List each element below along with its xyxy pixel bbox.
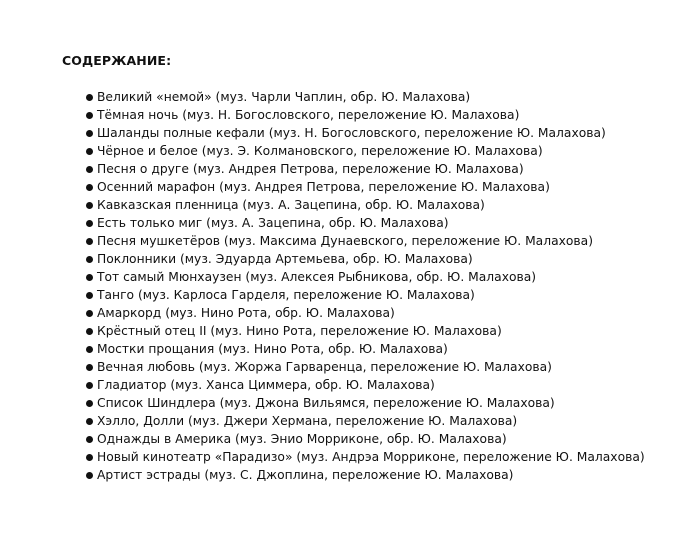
contents-item xyxy=(86,286,645,304)
contents-item-text: Шаланды полные кефали (муз. Н. Богословского, переложение Ю. Малахова) xyxy=(97,126,606,140)
bullet-icon xyxy=(86,454,93,461)
contents-item-text: Тёмная ночь (муз. Н. Богословского, переложение Ю. Малахова) xyxy=(97,108,520,122)
bullet-icon xyxy=(86,112,93,119)
contents-heading: СОДЕРЖАНИЕ: xyxy=(62,53,172,68)
bullet-icon xyxy=(86,436,93,443)
bullet-icon xyxy=(86,472,93,479)
bullet-icon xyxy=(86,310,93,317)
contents-item xyxy=(86,160,645,178)
contents-item-text: Поклонники (муз. Эдуарда Артемьева, обр. Ю. Малахова) xyxy=(97,252,473,266)
bullet-icon xyxy=(86,274,93,281)
bullet-icon xyxy=(86,166,93,173)
contents-item-text: Амаркорд (муз. Нино Рота, обр. Ю. Малахова) xyxy=(97,306,395,320)
bullet-icon xyxy=(86,202,93,209)
contents-item-text: Хэлло, Долли (муз. Джери Хермана, переложение Ю. Малахова) xyxy=(97,414,518,428)
bullet-icon xyxy=(86,328,93,335)
bullet-icon xyxy=(86,238,93,245)
contents-item-text: Крёстный отец II (муз. Нино Рота, переложение Ю. Малахова) xyxy=(97,324,502,338)
bullet-icon xyxy=(86,256,93,263)
bullet-icon xyxy=(86,220,93,227)
contents-item xyxy=(86,196,645,214)
bullet-icon xyxy=(86,346,93,353)
contents-item xyxy=(86,394,645,412)
contents-item xyxy=(86,322,645,340)
bullet-icon xyxy=(86,130,93,137)
contents-item-text: Кавказская пленница (муз. А. Зацепина, обр. Ю. Малахова) xyxy=(97,198,485,212)
contents-item xyxy=(86,232,645,250)
contents-item-text: Гладиатор (муз. Ханса Циммера, обр. Ю. Малахова) xyxy=(97,378,435,392)
contents-item-text: Артист эстрады (муз. С. Джоплина, переложение Ю. Малахова) xyxy=(97,468,514,482)
contents-item xyxy=(86,142,645,160)
contents-item-text: Осенний марафон (муз. Андрея Петрова, переложение Ю. Малахова) xyxy=(97,180,550,194)
contents-item xyxy=(86,466,645,484)
contents-item xyxy=(86,430,645,448)
contents-item xyxy=(86,268,645,286)
bullet-icon xyxy=(86,382,93,389)
contents-item xyxy=(86,448,645,466)
contents-item xyxy=(86,250,645,268)
contents-item-text: Список Шиндлера (муз. Джона Вильямся, переложение Ю. Малахова) xyxy=(97,396,555,410)
contents-item-text: Вечная любовь (муз. Жоржа Гарваренца, переложение Ю. Малахова) xyxy=(97,360,552,374)
contents-item xyxy=(86,304,645,322)
contents-item-text: Тот самый Мюнхаузен (муз. Алексея Рыбникова, обр. Ю. Малахова) xyxy=(97,270,537,284)
bullet-icon xyxy=(86,364,93,371)
contents-item-text: Чёрное и белое (муз. Э. Колмановского, переложение Ю. Малахова) xyxy=(97,144,543,158)
contents-item xyxy=(86,412,645,430)
contents-item xyxy=(86,376,645,394)
contents-item xyxy=(86,358,645,376)
bullet-icon xyxy=(86,94,93,101)
contents-item xyxy=(86,178,645,196)
contents-item-text: Новый кинотеатр «Парадизо» (муз. Андрэа Морриконе, переложение Ю. Малахова) xyxy=(97,450,645,464)
contents-item xyxy=(86,124,645,142)
bullet-icon xyxy=(86,148,93,155)
bullet-icon xyxy=(86,184,93,191)
contents-item xyxy=(86,106,645,124)
contents-item-text: Мостки прощания (муз. Нино Рота, обр. Ю. Малахова) xyxy=(97,342,448,356)
contents-item-text: Песня о друге (муз. Андрея Петрова, переложение Ю. Малахова) xyxy=(97,162,524,176)
bullet-icon xyxy=(86,418,93,425)
contents-item-text: Великий «немой» (муз. Чарли Чаплин, обр. Ю. Малахова) xyxy=(97,90,471,104)
contents-item-text: Танго (муз. Карлоса Гарделя, переложение Ю. Малахова) xyxy=(97,288,475,302)
contents-item-text: Песня мушкетёров (муз. Максима Дунаевского, переложение Ю. Малахова) xyxy=(97,234,593,248)
contents-item xyxy=(86,340,645,358)
bullet-icon xyxy=(86,400,93,407)
contents-item xyxy=(86,214,645,232)
contents-list xyxy=(86,88,645,484)
contents-item-text: Есть только миг (муз. А. Зацепина, обр. Ю. Малахова) xyxy=(97,216,449,230)
bullet-icon xyxy=(86,292,93,299)
contents-item xyxy=(86,88,645,106)
contents-item-text: Однажды в Америка (муз. Энио Морриконе, обр. Ю. Малахова) xyxy=(97,432,507,446)
